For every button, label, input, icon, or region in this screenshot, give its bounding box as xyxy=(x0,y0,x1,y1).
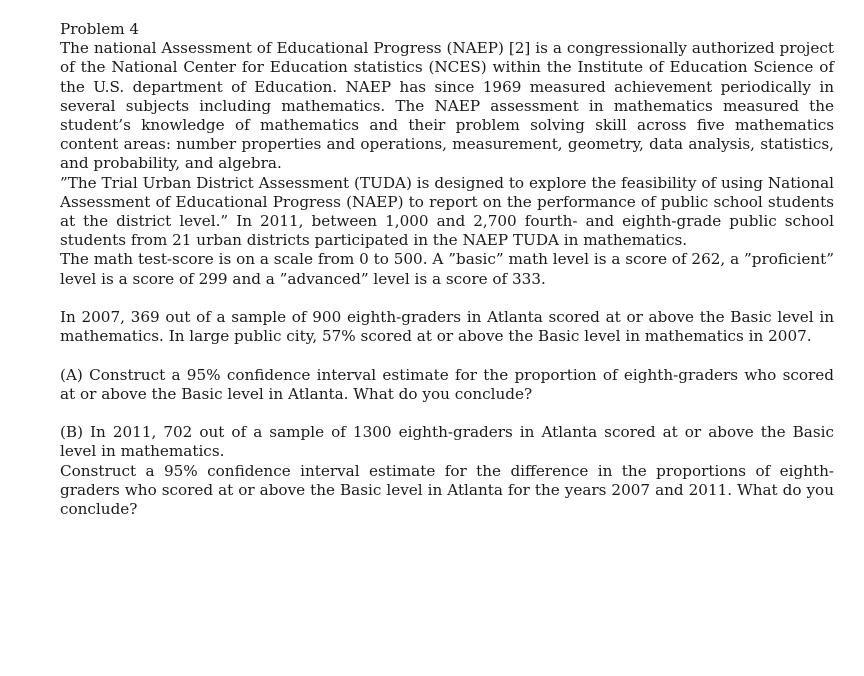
intro-paragraph-tuda: ”The Trial Urban District Assessment (TUDA) is designed to explore the feasibility of using National Assessment of Educational Progress (NAEP) to report on the performance of public school students at the district level.” In 2011, between 1,000 and 2,700 fourth- and eighth-grade public school students from 21 urban districts participated in the NAEP TUDA in mathematics. xyxy=(60,173,834,250)
part-b-data: (B) In 2011, 702 out of a sample of 1300 eighth-graders in Atlanta scored at or above the Basic level in mathematics. xyxy=(60,423,834,461)
intro-paragraph-naep: The national Assessment of Educational Progress (NAEP) [2] is a congressionally authorized project of the National Center for Education statistics (NCES) within the Institute of Education Science of the U.S. department of Education. NAEP has since 1969 measured achievement periodically in several subjects including mathematics. The NAEP assessment in mathematics measured the student’s knowledge of mathematics and their problem solving skill across five mathematics content areas: number properties and operations, measurement, geometry, data analysis, statistics, and probability, and algebra. xyxy=(60,39,834,173)
problem-document xyxy=(60,20,834,519)
data-paragraph-2007: In 2007, 369 out of a sample of 900 eighth-graders in Atlanta scored at or above the Basic level in mathematics. In large public city, 57% scored at or above the Basic level in mathematics in 2007. xyxy=(60,308,834,346)
problem-title: Problem 4 xyxy=(60,20,140,38)
part-a-question: (A) Construct a 95% confidence interval estimate for the proportion of eighth-graders who scored at or above the Basic level in Atlanta. What do you conclude? xyxy=(60,365,834,403)
part-b-question: Construct a 95% confidence interval estimate for the difference in the proportions of eighth-graders who scored at or above the Basic level in Atlanta for the years 2007 and 2011. What do you conclude? xyxy=(60,461,834,519)
intro-paragraph-score-scale: The math test-score is on a scale from 0 to 500. A ”basic” math level is a score of 262, a ”proficient” level is a score of 299 and a ”advanced” level is a score of 333. xyxy=(60,250,834,288)
